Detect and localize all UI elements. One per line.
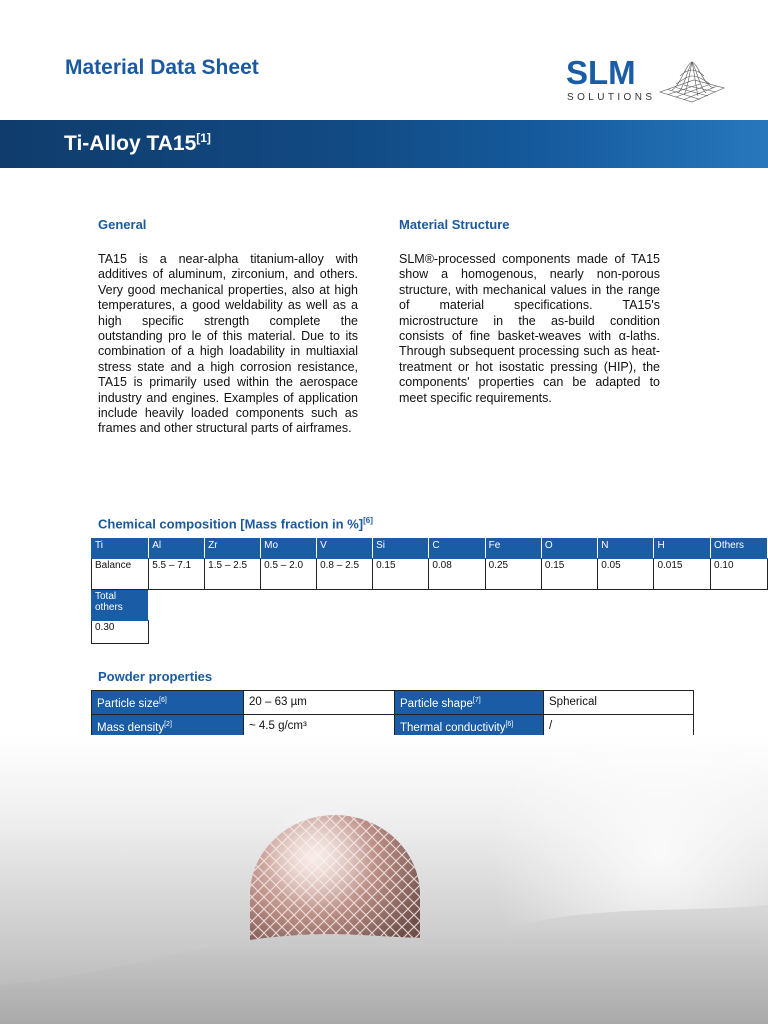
table-cell: 1.5 – 2.5 xyxy=(205,559,261,590)
table-cell: 0.15 xyxy=(541,559,597,590)
logo-wordmark: SLM xyxy=(566,54,636,91)
mesh-logo-icon xyxy=(658,58,726,104)
table-header-cell: C xyxy=(429,539,485,559)
table-cell: 0.10 xyxy=(711,559,768,590)
table-header-cell: Si xyxy=(373,539,429,559)
table-cell: ~ 4.5 g/cm³ xyxy=(244,714,395,738)
general-heading: General xyxy=(98,217,147,232)
table-cell: Balance xyxy=(92,559,149,590)
table-header-cell: Zr xyxy=(205,539,261,559)
table-header-cell: N xyxy=(598,539,654,559)
chemical-heading-ref: [6] xyxy=(363,516,373,525)
table-cell: / xyxy=(544,714,694,738)
table-cell: 0.05 xyxy=(598,559,654,590)
table-header-cell: Mass density[2] xyxy=(92,714,244,738)
alloy-title: Ti-Alloy TA15[1] xyxy=(64,131,211,155)
table-cell: 0.5 – 2.0 xyxy=(261,559,317,590)
product-photo xyxy=(0,735,768,1024)
table-cell: 0.25 xyxy=(485,559,541,590)
table-cell: 0.30 xyxy=(92,621,149,644)
chemical-composition-table xyxy=(91,538,768,644)
table-row xyxy=(92,691,694,715)
table-header-cell: V xyxy=(317,539,373,559)
chemical-header-row xyxy=(92,539,768,559)
table-header-cell: H xyxy=(654,539,711,559)
table-header-cell: Total others xyxy=(92,590,149,621)
table-cell: 0.15 xyxy=(373,559,429,590)
alloy-title-ref: [1] xyxy=(196,131,211,145)
chemical-extra-value-row xyxy=(92,621,768,644)
table-cell: 0.08 xyxy=(429,559,485,590)
table-cell: 0.8 – 2.5 xyxy=(317,559,373,590)
table-header-cell: Fe xyxy=(485,539,541,559)
table-header-cell: Others xyxy=(711,539,768,559)
table-cell: 20 – 63 µm xyxy=(244,691,395,715)
document-title: Material Data Sheet xyxy=(65,56,259,79)
lattice-dome-image xyxy=(0,735,768,1024)
chemical-value-row xyxy=(92,559,768,590)
structure-text: SLM®-processed components made of TA15 show a homogenous, nearly non-porous structure, with mechanical values in the range of material specifications. TA15's microstructure in the as-build condition consists of fine basket-weaves with α-laths. Through subsequent processing such as heat-treatment or hot isostatic pressing (HIP), the components' properties can be adapted to meet specific requirements. xyxy=(399,252,660,405)
table-header-cell: Thermal conductivity[6] xyxy=(395,714,544,738)
slm-logo xyxy=(566,56,726,106)
structure-heading: Material Structure xyxy=(399,217,510,232)
table-header-cell: Particle size[6] xyxy=(92,691,244,715)
logo-subtitle: SOLUTIONS xyxy=(567,92,656,103)
table-cell: 0.015 xyxy=(654,559,711,590)
chemical-extra-header-row xyxy=(92,590,768,621)
powder-properties-table xyxy=(91,690,694,739)
table-header-cell: Particle shape[7] xyxy=(395,691,544,715)
table-header-cell: Mo xyxy=(261,539,317,559)
table-cell: Spherical xyxy=(544,691,694,715)
table-header-cell: Ti xyxy=(92,539,149,559)
table-header-cell: O xyxy=(541,539,597,559)
general-text: TA15 is a near-alpha titanium-alloy with additives of aluminum, zirconium, and others. Very good mechanical properties, also at high temperatures, a good weldability as well as a high specific strength complete the outstanding pro le of this material. Due to its combination of a high loadability in multiaxial stress state and a high corrosion resistance, TA15 is primarily used within the aerospace industry and engines. Examples of application include heavily loaded components such as frames and other structural parts of airframes. xyxy=(98,252,358,436)
chemical-heading: Chemical composition [Mass fraction in %][6] xyxy=(98,516,373,532)
powder-heading: Powder properties xyxy=(98,669,213,684)
table-header-cell: Al xyxy=(149,539,205,559)
table-cell: 5.5 – 7.1 xyxy=(149,559,205,590)
